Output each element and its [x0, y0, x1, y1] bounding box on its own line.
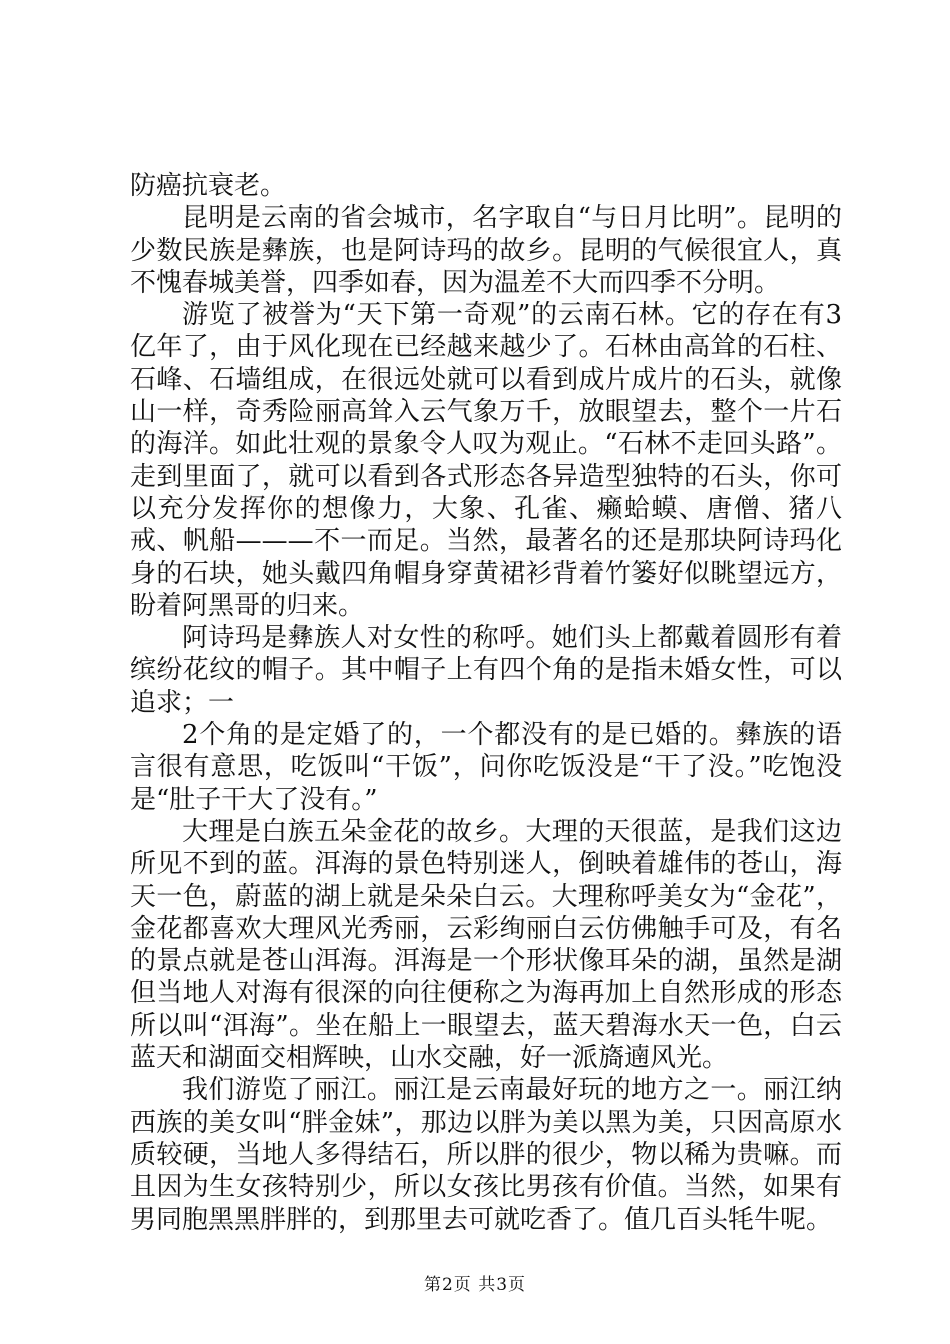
paragraph-1: 防癌抗衰老。 — [130, 171, 287, 201]
paragraph-4: 阿诗玛是彝族人对女性的称呼。她们头上都戴着圆形有着缤纷花纹的帽子。其中帽子上有四个角的是指未婚女性，可以追求；一 — [130, 623, 842, 718]
paragraph-3: 游览了被誉为“天下第一奇观”的云南石林。它的存在有3亿年了，由于风化现在已经越来越少了。石林由高耸的石柱、石峰、石墙组成，在很远处就可以看到成片成片的石头，就像山一样，奇秀险丽高耸入云气象万千，放眼望去，整个一片石的海洋。如此壮观的景象令人叹为观止。“石林不走回头路”。走到里面了，就可以看到各式形态各异造型独特的石头，你可以充分发挥你的想像力，大象、孔雀、癞蛤蟆、唐僧、猪八戒、帆船———不一而足。当然，最著名的还是那块阿诗玛化身的石块，她头戴四角帽身穿黄裙衫背着竹篓好似眺望远方，盼着阿黑哥的归来。 — [130, 300, 842, 621]
paragraph-6: 大理是白族五朵金花的故乡。大理的天很蓝，是我们这边所见不到的蓝。洱海的景色特别迷人，倒映着雄伟的苍山，海天一色，蔚蓝的湖上就是朵朵白云。大理称呼美女为“金花”，金花都喜欢大理风光秀丽，云彩绚丽白云仿佛触手可及，有名的景点就是苍山洱海。洱海是一个形状像耳朵的湖，虽然是湖但当地人对海有很深的向往便称之为海再加上自然形成的形态所以叫“洱海”。坐在船上一眼望去，蓝天碧海水天一色，白云蓝天和湖面交相辉映，山水交融，好一派旖遖风光。 — [130, 816, 842, 1074]
document-body — [130, 170, 842, 1236]
paragraph-7: 我们游览了丽江。丽江是云南最好玩的地方之一。丽江纳西族的美女叫“胖金妹”，那边以胖为美以黑为美，只因高原水质较硬，当地人多得结石，所以胖的很少，物以稀为贵嘛。而且因为生女孩特别少，所以女孩比男孩有价值。当然，如果有男同胞黑黑胖胖的，到那里去可就吃香了。值几百头牦牛呢。 — [130, 1075, 842, 1235]
paragraph-2: 昆明是云南的省会城市，名字取自“与日月比明”。昆明的少数民族是彝族，也是阿诗玛的故乡。昆明的气候很宜人，真不愧春城美誉，四季如春，因为温差不大而四季不分明。 — [130, 203, 842, 298]
paragraph-5: 2个角的是定婚了的，一个都没有的是已婚的。彝族的语言很有意思，吃饭叫“干饭”，问你吃饭没是“干了没。”吃饱没是“肚子干大了没有。” — [130, 720, 842, 815]
page-number-footer: 第2页 共3页 — [423, 1275, 527, 1295]
